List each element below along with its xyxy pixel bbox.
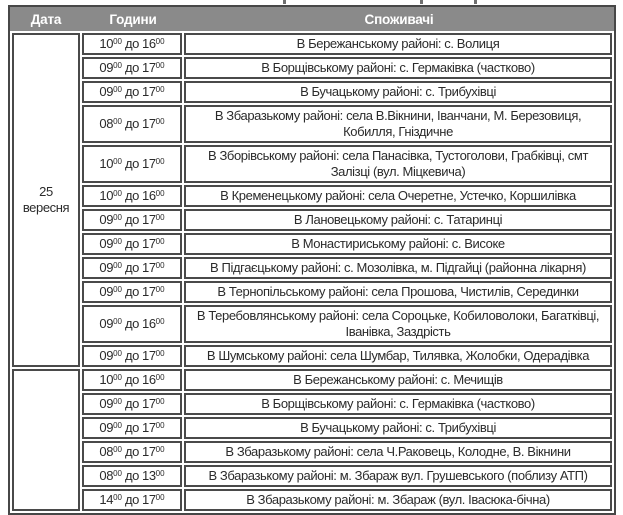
- hours-cell: [82, 369, 182, 391]
- schedule-table: [10, 31, 614, 513]
- consumers-cell: В Теребовлянському районі: села Сороцьке, Кобиловолоки, Багатківці, Іванівка, Заздрість: [184, 305, 612, 343]
- hours-start: 09: [99, 236, 114, 251]
- table-row: [12, 305, 612, 343]
- consumers-cell: В Зборівському районі: села Панасівка, Тустоголови, Грабківці, смт Залізці (вул. Міцкевича): [184, 145, 612, 183]
- consumers-cell: В Кременецькому районі: села Очеретне, Устечко, Коршилівка: [184, 185, 612, 207]
- hours-minutes: 00: [113, 85, 122, 94]
- hours-minutes: 00: [155, 189, 165, 198]
- hours-cell: [82, 417, 182, 439]
- table-row: [12, 345, 612, 367]
- date-line: вересня: [22, 200, 70, 215]
- hours-cell: [82, 489, 182, 511]
- hours-end: 17: [142, 348, 156, 363]
- hours-cell: [82, 393, 182, 415]
- hours-minutes: 00: [113, 117, 122, 126]
- hours-connector: до: [124, 156, 139, 171]
- hours-end: 17: [142, 236, 156, 251]
- hours-connector: до: [124, 372, 139, 387]
- hours-minutes: 00: [113, 61, 122, 70]
- hours-minutes: 00: [113, 237, 122, 246]
- date-cell: [12, 33, 80, 367]
- hours-connector: до: [124, 188, 139, 203]
- consumers-cell: В Збаразькому районі: м. Збараж (вул. Івасюка-бічна): [184, 489, 612, 511]
- hours-cell: [82, 465, 182, 487]
- hours-minutes: 00: [155, 445, 165, 454]
- hours-start: 10: [99, 36, 114, 51]
- hours-cell: [82, 305, 182, 343]
- hours-connector: до: [124, 36, 139, 51]
- hours-cell: [82, 345, 182, 367]
- hours-connector: до: [124, 116, 139, 131]
- hours-minutes: 00: [113, 285, 122, 294]
- hours-minutes: 00: [155, 37, 165, 46]
- hours-connector: до: [124, 260, 139, 275]
- consumers-cell: В Збаразькому районі: м. Збараж вул. Грушевського (поблизу АТП): [184, 465, 612, 487]
- hours-connector: до: [124, 60, 139, 75]
- hours-minutes: 00: [155, 261, 165, 270]
- hours-cell: [82, 145, 182, 183]
- consumers-cell: В Монастириському районі: с. Високе: [184, 233, 612, 255]
- hours-minutes: 00: [113, 469, 122, 478]
- consumers-cell: В Шумському районі: села Шумбар, Тилявка, Жолобки, Одерадівка: [184, 345, 612, 367]
- table-row: [12, 441, 612, 463]
- hours-cell: [82, 105, 182, 143]
- date-line: 25: [39, 184, 53, 199]
- consumers-cell: В Підгаєцькому районі: с. Мозолівка, м. Підгайці (районна лікарня): [184, 257, 612, 279]
- table-row: [12, 393, 612, 415]
- hours-start: 09: [99, 60, 114, 75]
- hours-end: 17: [142, 260, 156, 275]
- table-row: [12, 417, 612, 439]
- table-row: [12, 57, 612, 79]
- hours-start: 09: [99, 84, 114, 99]
- hours-connector: до: [124, 444, 139, 459]
- hours-cell: [82, 81, 182, 103]
- table-row: [12, 257, 612, 279]
- consumers-cell: В Бережанському районі: с. Мечищів: [184, 369, 612, 391]
- hours-minutes: 00: [113, 157, 122, 166]
- hours-connector: до: [124, 468, 139, 483]
- hours-end: 17: [142, 116, 156, 131]
- crop-mark: [474, 0, 477, 4]
- hours-minutes: 00: [113, 213, 122, 222]
- table-row: [12, 281, 612, 303]
- header-date: Дата: [30, 11, 62, 27]
- hours-connector: до: [124, 236, 139, 251]
- hours-start: 14: [99, 492, 114, 507]
- hours-start: 10: [99, 372, 114, 387]
- consumers-cell: В Тернопільському районі: села Прошова, Чистилів, Серединки: [184, 281, 612, 303]
- header-hours: Години: [109, 11, 157, 27]
- hours-cell: [82, 257, 182, 279]
- date-cell: [12, 369, 80, 511]
- table-row: [12, 465, 612, 487]
- hours-start: 08: [99, 468, 114, 483]
- hours-cell: [82, 233, 182, 255]
- hours-minutes: 00: [113, 37, 122, 46]
- hours-connector: до: [124, 284, 139, 299]
- hours-minutes: 00: [113, 189, 122, 198]
- hours-end: 16: [142, 36, 156, 51]
- consumers-cell: В Борщівському районі: с. Гермаківка (частково): [184, 393, 612, 415]
- hours-minutes: 00: [155, 373, 165, 382]
- hours-start: 08: [99, 116, 114, 131]
- hours-end: 17: [142, 492, 156, 507]
- table-row: [12, 81, 612, 103]
- crop-mark: [420, 0, 423, 4]
- hours-minutes: 00: [155, 397, 165, 406]
- consumers-cell: В Збаразькому районі: села В.Вікнини, Іванчани, М. Березовиця, Кобилля, Гніздичне: [184, 105, 612, 143]
- hours-minutes: 00: [155, 237, 165, 246]
- hours-minutes: 00: [113, 373, 122, 382]
- hours-cell: [82, 281, 182, 303]
- table-row: [12, 489, 612, 511]
- hours-start: 10: [99, 156, 114, 171]
- table-row: [12, 105, 612, 143]
- hours-connector: до: [124, 348, 139, 363]
- hours-end: 17: [142, 84, 156, 99]
- table-row: [12, 145, 612, 183]
- hours-minutes: 00: [113, 493, 122, 502]
- hours-minutes: 00: [155, 469, 165, 478]
- hours-minutes: 00: [155, 317, 165, 326]
- hours-minutes: 00: [113, 317, 122, 326]
- hours-end: 17: [142, 396, 156, 411]
- hours-end: 17: [142, 444, 156, 459]
- consumers-cell: В Бережанському районі: с. Волиця: [184, 33, 612, 55]
- hours-minutes: 00: [155, 349, 165, 358]
- hours-minutes: 00: [155, 213, 165, 222]
- table-row: [12, 185, 612, 207]
- hours-minutes: 00: [155, 493, 165, 502]
- hours-end: 17: [142, 212, 156, 227]
- hours-cell: [82, 33, 182, 55]
- table-row: [12, 233, 612, 255]
- hours-minutes: 00: [113, 397, 122, 406]
- schedule-body: [12, 33, 612, 511]
- consumers-cell: В Лановецькому районі: с. Татаринці: [184, 209, 612, 231]
- consumers-cell: В Борщівському районі: с. Гермаківка (частково): [184, 57, 612, 79]
- table-row: [12, 33, 612, 55]
- crop-mark: [283, 0, 286, 4]
- hours-end: 13: [142, 468, 156, 483]
- consumers-cell: В Бучацькому районі: с. Трибухівці: [184, 417, 612, 439]
- hours-minutes: 00: [155, 285, 165, 294]
- hours-cell: [82, 441, 182, 463]
- outage-schedule-table: [8, 5, 616, 515]
- table-row: [12, 369, 612, 391]
- header-consumers: Споживачі: [364, 11, 434, 27]
- hours-start: 09: [99, 316, 114, 331]
- consumers-cell: В Збаразькому районі: села Ч.Раковець, Колодне, В. Вікнини: [184, 441, 612, 463]
- hours-start: 09: [99, 212, 114, 227]
- hours-minutes: 00: [155, 157, 165, 166]
- hours-connector: до: [124, 212, 139, 227]
- hours-start: 09: [99, 348, 114, 363]
- hours-connector: до: [124, 396, 139, 411]
- hours-end: 16: [142, 188, 156, 203]
- hours-start: 09: [99, 420, 114, 435]
- hours-connector: до: [124, 316, 139, 331]
- hours-connector: до: [124, 492, 139, 507]
- hours-cell: [82, 185, 182, 207]
- hours-end: 17: [142, 60, 156, 75]
- hours-start: 09: [99, 284, 114, 299]
- hours-minutes: 00: [113, 421, 122, 430]
- hours-connector: до: [124, 420, 139, 435]
- hours-end: 17: [142, 420, 156, 435]
- hours-start: 08: [99, 444, 114, 459]
- hours-minutes: 00: [113, 445, 122, 454]
- hours-minutes: 00: [155, 61, 165, 70]
- hours-end: 16: [142, 372, 156, 387]
- hours-start: 09: [99, 396, 114, 411]
- hours-end: 17: [142, 156, 156, 171]
- hours-minutes: 00: [155, 85, 165, 94]
- consumers-cell: В Бучацькому районі: с. Трибухівці: [184, 81, 612, 103]
- hours-connector: до: [124, 84, 139, 99]
- hours-minutes: 00: [155, 117, 165, 126]
- hours-minutes: 00: [113, 261, 122, 270]
- table-header-row: [10, 7, 614, 31]
- hours-minutes: 00: [113, 349, 122, 358]
- hours-cell: [82, 209, 182, 231]
- hours-end: 17: [142, 284, 156, 299]
- hours-start: 10: [99, 188, 114, 203]
- hours-start: 09: [99, 260, 114, 275]
- table-row: [12, 209, 612, 231]
- hours-minutes: 00: [155, 421, 165, 430]
- hours-cell: [82, 57, 182, 79]
- hours-end: 16: [142, 316, 156, 331]
